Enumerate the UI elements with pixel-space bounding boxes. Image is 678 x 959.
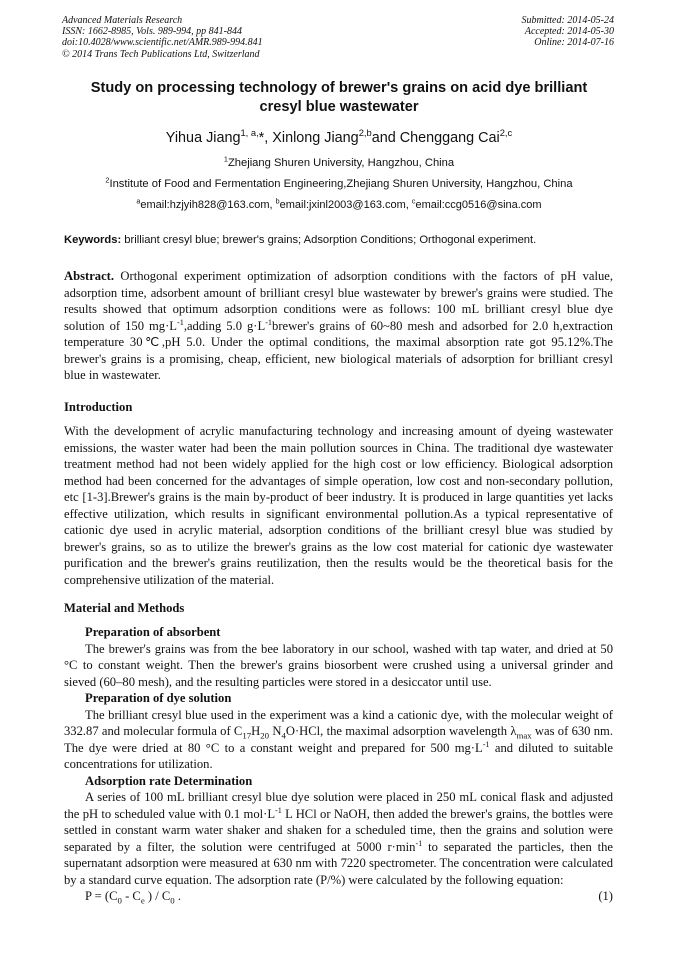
abstract-text-1: Orthogonal experiment optimization of adsorption conditions with the factors of pH value, adsorption time, adsorbent amount of brilliant cresyl blue wastewater by brewer's grains were studied. The results showed that optimum adsorption conditions were as follows: 100 mL brilliant cresyl blue dye solution of 150 mg·L — [64, 269, 613, 333]
affiliation-1-text: Zhejiang Shuren University, Hangzhou, China — [227, 157, 455, 169]
eq-sub-1: 0 — [117, 895, 122, 906]
introduction-heading: Introduction — [64, 400, 133, 414]
date-submitted: Submitted: 2014-05-24 — [521, 15, 614, 26]
author-3: and Chenggang Cai — [371, 130, 500, 146]
title-line-2: cresyl blue wastewater — [259, 99, 419, 115]
rate-sup-1: -1 — [275, 805, 282, 815]
methods-heading: Material and Methods — [64, 601, 185, 615]
dye-text-5: was of 630 nm. The dye were dried at 80 °C to a constant weight and prepared for 500 mg·L — [64, 724, 613, 755]
email-a-mark: a — [136, 197, 141, 206]
dye-text-4: O·HCl, the maximal adsorption wavelength λ — [285, 724, 517, 738]
journal-name: Advanced Materials Research — [62, 15, 183, 26]
abstract-text-3: brewer's grains of 60~80 mesh and adsorbed for 2.0 h,extraction temperature 30℃,pH 5.0. Under the optimal conditions, the maximal absorption rate got 95.12%.The brewer's grains is a promising, cheap, efficient, new biological materials of adsorption for brilliant cresyl blue in wastewater. — [64, 318, 613, 382]
rate-text-3: to separated the particles, then the supernatant adsorption were measured at 630 nm with 7220 spectrometer. The concentration were calculated by a standard curve equation. The adsorption rate (P/%) were calculated by the following equation: — [64, 839, 613, 887]
formula-sub-n: 4 — [281, 730, 286, 741]
abstract-sup-1: -1 — [176, 317, 184, 327]
dye-sup-1: -1 — [482, 739, 490, 749]
eq-part-2: - C — [121, 889, 141, 903]
introduction-text: With the development of acrylic manufacturing technology and increasing amount of dyeing wastewater emissions, the waster water had been the main pollution sources in China. The traditional dye wastewater treatment method had not been widely applied for the high cost or low efficiency. Biological adsorption method had been concerned for the advantages of simple operation, low cost and non-secondary pollution, etc [1-3].Brewer's grains is the main by-product of beer industry. It is produced in large quantities yet lacks effective utilization, which results in significant environmental pollution.As a typical representative of cationic dye used in acrylic material, adsorption conditions of the brilliant cresyl blue was studied by brewer's grains, so as to utilize the brewer's grains as the low cost material for cationic dye wastewater purification and the brewer's grains reutilization, then the results would be the theoretical basis for the comprehensive utilization of the material. — [64, 424, 613, 587]
lambda-sub-max: max — [516, 730, 532, 741]
journal-doi[interactable]: doi:10.4028/www.scientific.net/AMR.989-994.841 — [62, 37, 263, 49]
dye-text-1: The brilliant cresyl blue used in the experiment was a kind a cationic dye, with the molecular weight of 332.87 and molecular formula of C — [64, 707, 613, 738]
email-c[interactable]: email:ccg0516@sina.com — [415, 199, 542, 211]
email-b-mark: b — [275, 197, 280, 206]
paragraph-adsorption-rate — [64, 789, 613, 888]
equation-number: (1) — [598, 889, 613, 903]
rate-text-2: L HCl or NaOH, then added the brewer's grains, the bottles were settled in constant warm water shaker and shaken for a scheduled time, then the grains and solution were separated by a filter, the solution were centrifuged at 5000 r·min — [64, 806, 614, 854]
paragraph-dye-solution — [64, 707, 613, 773]
subheading-dye-solution: Preparation of dye solution — [85, 691, 232, 705]
affiliation-2 — [30, 175, 648, 190]
author-emails — [30, 199, 648, 211]
author-2-affiliation: 2,b — [358, 128, 372, 139]
affiliation-2-text: Institute of Food and Fermentation Engineering,Zhejiang Shuren University, Hangzhou, China — [109, 178, 573, 190]
eq-part-3: ) / C — [144, 889, 171, 903]
eq-sub-3: 0 — [170, 895, 175, 906]
eq-part-4: . — [174, 889, 181, 903]
keywords-label: Keywords: — [64, 234, 122, 246]
date-online: Online: 2014-07-16 — [534, 37, 614, 49]
methods-section — [64, 624, 613, 905]
abstract-label: Abstract. — [64, 269, 115, 283]
eq-sub-2: e — [140, 895, 145, 906]
abstract-text-2: ,adding 5.0 g·L — [183, 318, 266, 333]
subheading-adsorption-rate: Adsorption rate Determination — [85, 773, 253, 788]
affiliation-1 — [30, 154, 648, 169]
affiliation-1-number: 1 — [223, 154, 228, 164]
corresponding-mark: * — [258, 130, 265, 146]
paragraph-absorbent: The brewer's grains was from the bee laboratory in our school, washed with tap water, and dried at 50 °C to constant weight. Then the brewer's grains biosorbent were crushed using a universal grinder and sieved (60–80 mesh), and the resulting particles were stored in a desiccator until use. — [64, 641, 613, 689]
equation-1 — [64, 888, 613, 905]
title-line-1: Study on processing technology of brewer's grains on acid dye brilliant — [90, 80, 588, 96]
equation-body — [85, 888, 181, 905]
journal-copyright: © 2014 Trans Tech Publications Ltd, Switzerland — [62, 48, 260, 60]
abstract — [64, 268, 613, 384]
formula-sub-h: 20 — [260, 730, 270, 741]
journal-info — [62, 15, 263, 60]
rate-sup-2: -1 — [415, 838, 423, 848]
rate-text-1: A series of 100 mL brilliant cresyl blue dye solution were placed in 250 mL conical flask and adjusted the pH to scheduled value with 0.1 mol·L — [64, 790, 613, 821]
email-b[interactable]: email:jxinl2003@163.com, — [279, 199, 412, 211]
affiliation-2-number: 2 — [105, 175, 110, 185]
eq-part-1: P = (C — [85, 889, 118, 903]
email-c-mark: c — [411, 197, 416, 206]
subheading-absorbent: Preparation of absorbent — [85, 625, 221, 639]
dye-text-6: and diluted to suitable concentrations for utilization. — [64, 740, 613, 771]
dye-text-2: H — [251, 724, 261, 738]
author-1: Yihua Jiang — [165, 130, 241, 146]
author-list — [40, 130, 638, 146]
journal-issn: ISSN: 1662-8985, Vols. 989-994, pp 841-844 — [62, 26, 242, 38]
dye-text-3: N — [269, 724, 282, 738]
author-2: , Xinlong Jiang — [264, 130, 359, 146]
paper-title — [50, 79, 628, 117]
abstract-sup-2: -1 — [265, 317, 273, 327]
formula-sub-c: 17 — [242, 730, 252, 741]
author-1-affiliation: 1, a, — [240, 128, 259, 139]
date-accepted: Accepted: 2014-05-30 — [524, 26, 614, 38]
keywords — [64, 234, 624, 246]
publication-dates — [522, 15, 615, 49]
author-3-affiliation: 2,c — [499, 128, 513, 139]
keywords-text: brilliant cresyl blue; brewer's grains; Adsorption Conditions; Orthogonal experiment. — [121, 234, 537, 246]
email-a[interactable]: email:hzjyih828@163.com, — [140, 199, 276, 211]
